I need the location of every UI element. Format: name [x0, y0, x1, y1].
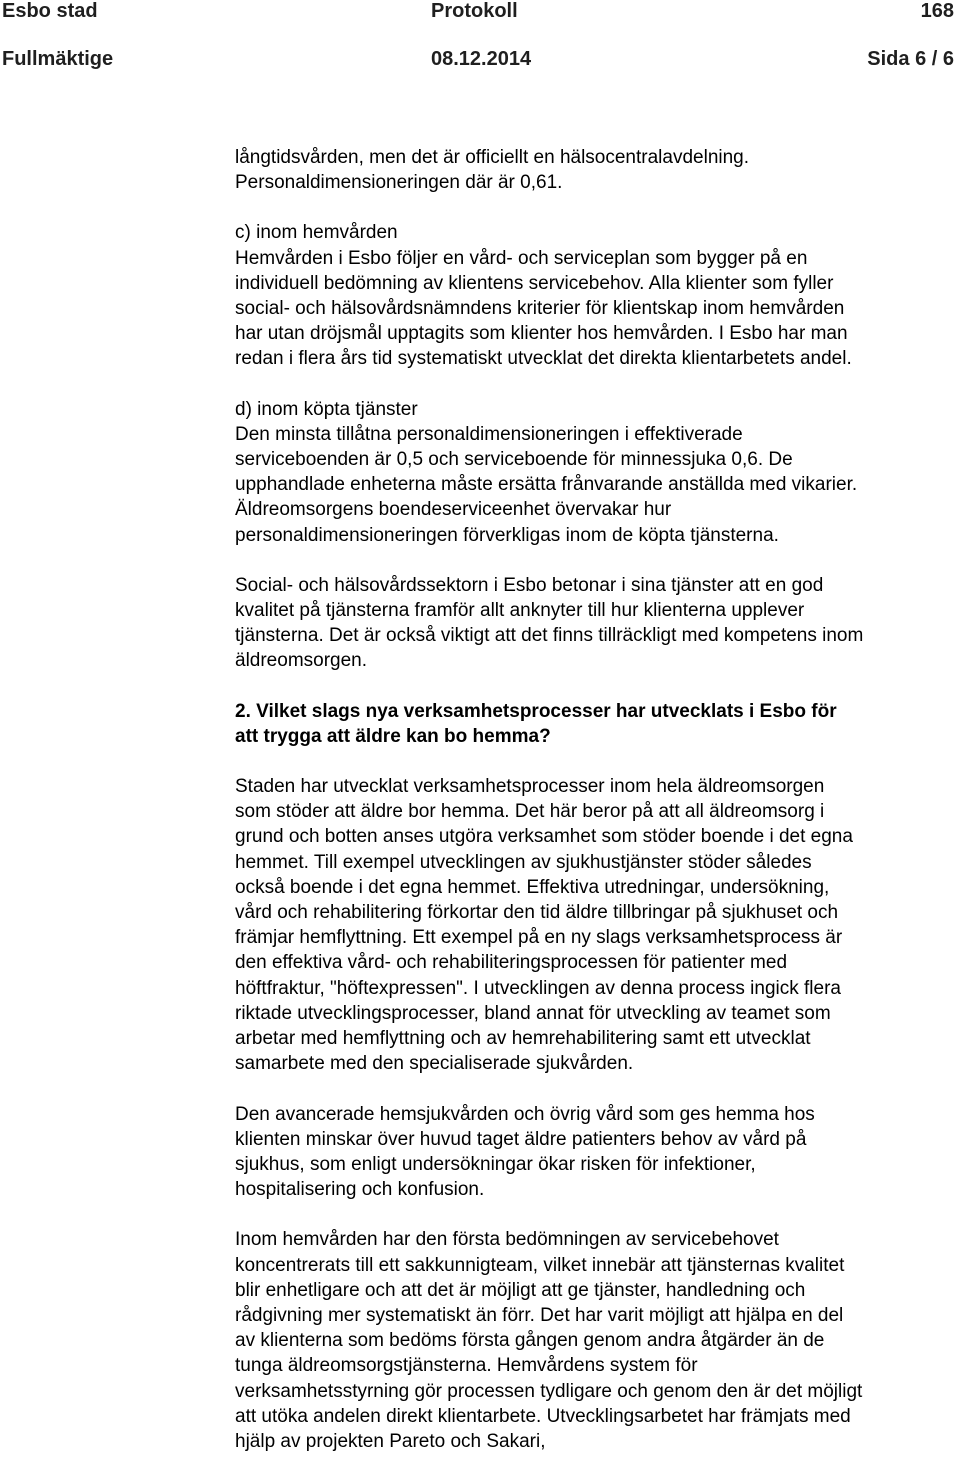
text-line: av klienterna som bedöms första gången genom andra åtgärder än de [235, 1330, 825, 1352]
text-line: redan i flera års tid systematiskt utvecklat det direkta klientarbetets andel. [235, 348, 852, 370]
section-hemvarden [235, 220, 960, 371]
text-line: klienten minskar över huvud taget äldre patienters behov av vård på [235, 1128, 807, 1150]
text-line: social- och hälsovårdsnämndens kriterier för klientskap inom hemvården [235, 298, 845, 320]
text-line: rådgivning mer systematiskt än förr. Det har varit möjligt att hjälpa en del [235, 1304, 844, 1326]
text-line: riktade utvecklingsprocesser, bland annat för utveckling av teamet som [235, 1002, 831, 1024]
text-line: hemmet. Till exempel utvecklingen av sjukhustjänster stöder således [235, 851, 812, 873]
paragraph [235, 573, 960, 674]
header-doctype: Protokoll [431, 0, 518, 22]
question-line: att trygga att äldre kan bo hemma? [235, 725, 551, 747]
paragraph [235, 774, 960, 1076]
text-line: individuell bedömning av klientens servicebehov. Alla klienter som fyller [235, 272, 834, 294]
paragraph [235, 145, 960, 195]
text-line: Social- och hälsovårdssektorn i Esbo betonar i sina tjänster att en god [235, 574, 824, 596]
paragraph [235, 1102, 960, 1203]
header-date: 08.12.2014 [431, 48, 532, 70]
text-line: äldreomsorgen. [235, 650, 368, 672]
text-line: sjukhus, som enligt undersökningar ökar risken för infektioner, [235, 1153, 756, 1175]
header-org: Esbo stad [2, 0, 98, 22]
document-body [235, 145, 960, 1454]
text-line: långtidsvården, men det är officiellt en hälsocentralavdelning. [235, 147, 750, 168]
text-line: tjänsterna. Det är också viktigt att det finns tillräckligt med kompetens inom [235, 625, 864, 647]
text-line: Äldreomsorgens boendeserviceenhet övervakar hur [235, 499, 672, 521]
header-body: Fullmäktige [2, 48, 114, 70]
text-line: att utöka andelen direkt klientarbete. Utvecklingsarbetet har främjats med [235, 1405, 851, 1427]
text-line: Den avancerade hemsjukvården och övrig vård som ges hemma hos [235, 1103, 815, 1125]
question-line: 2. Vilket slags nya verksamhetsprocesser har utvecklats i Esbo för [235, 700, 837, 722]
text-line: personaldimensioneringen förverkligas inom de köpta tjänsterna. [235, 524, 779, 546]
text-line: Staden har utvecklat verksamhetsprocesser inom hela äldreomsorgen [235, 776, 825, 798]
text-line: Den minsta tillåtna personaldimensioneringen i effektiverade [235, 423, 743, 445]
text-line: verksamhetsstyrning gör processen tydligare och genom den är det möjligt [235, 1380, 863, 1402]
text-line: kvalitet på tjänsterna framför allt anknyter till hur klienterna upplever [235, 600, 805, 622]
text-line: också boende i det egna hemmet. Effektiva utredningar, undersökning, [235, 876, 830, 898]
section-heading: d) inom köpta tjänster [235, 398, 418, 420]
text-line: serviceboenden är 0,5 och serviceboende för minnessjuka 0,6. De [235, 449, 793, 471]
paragraph [235, 1227, 960, 1454]
text-line: grund och botten anses utgöra verksamhet som stöder boende i det egna [235, 826, 853, 848]
header-page: Sida 6 / 6 [867, 48, 954, 70]
text-line: arbetar med hemflyttning och av hemrehabilitering samt ett utvecklat [235, 1028, 811, 1050]
header-number: 168 [920, 0, 954, 22]
section-kopta-tjanster [235, 397, 960, 548]
text-line: som stöder att äldre bor hemma. Det här beror på att all äldreomsorg i [235, 801, 825, 823]
text-line: har utan dröjsmål upptagits som klienter hos hemvården. I Esbo har man [235, 323, 848, 345]
text-line: hjälp av projekten Pareto och Sakari, [235, 1430, 546, 1452]
section-heading: c) inom hemvården [235, 222, 398, 244]
text-line: samarbete med den specialiserade sjukvården. [235, 1053, 634, 1075]
text-line: främjar hemflyttning. Ett exempel på en ny slags verksamhetsprocess är [235, 927, 843, 949]
text-line: Inom hemvården har den första bedömningen av servicebehovet [235, 1229, 779, 1251]
text-line: tunga äldreomsorgstjänsterna. Hemvårdens system för [235, 1355, 698, 1377]
text-line: den effektiva vård- och rehabiliteringsprocessen för patienter med [235, 952, 788, 974]
text-line: vård och rehabilitering förkortar den tid äldre tillbringar på sjukhuset och [235, 902, 839, 924]
question-heading [235, 699, 960, 749]
text-line: höftfraktur, "höftexpressen". I utvecklingen av denna process ingick flera [235, 977, 841, 999]
text-line: Hemvården i Esbo följer en vård- och serviceplan som bygger på en [235, 247, 808, 269]
text-line: Personaldimensioneringen där är 0,61. [235, 172, 563, 194]
text-line: koncentrerats till ett sakkunnigteam, vilket innebär att tjänsternas kvalitet [235, 1254, 845, 1276]
text-line: hospitalisering och konfusion. [235, 1179, 485, 1201]
text-line: blir enhetligare och att det är möjligt att ge tjänster, handledning och [235, 1279, 806, 1301]
text-line: upphandlade enheterna måste ersätta frånvarande anställda med vikarier. [235, 474, 858, 496]
